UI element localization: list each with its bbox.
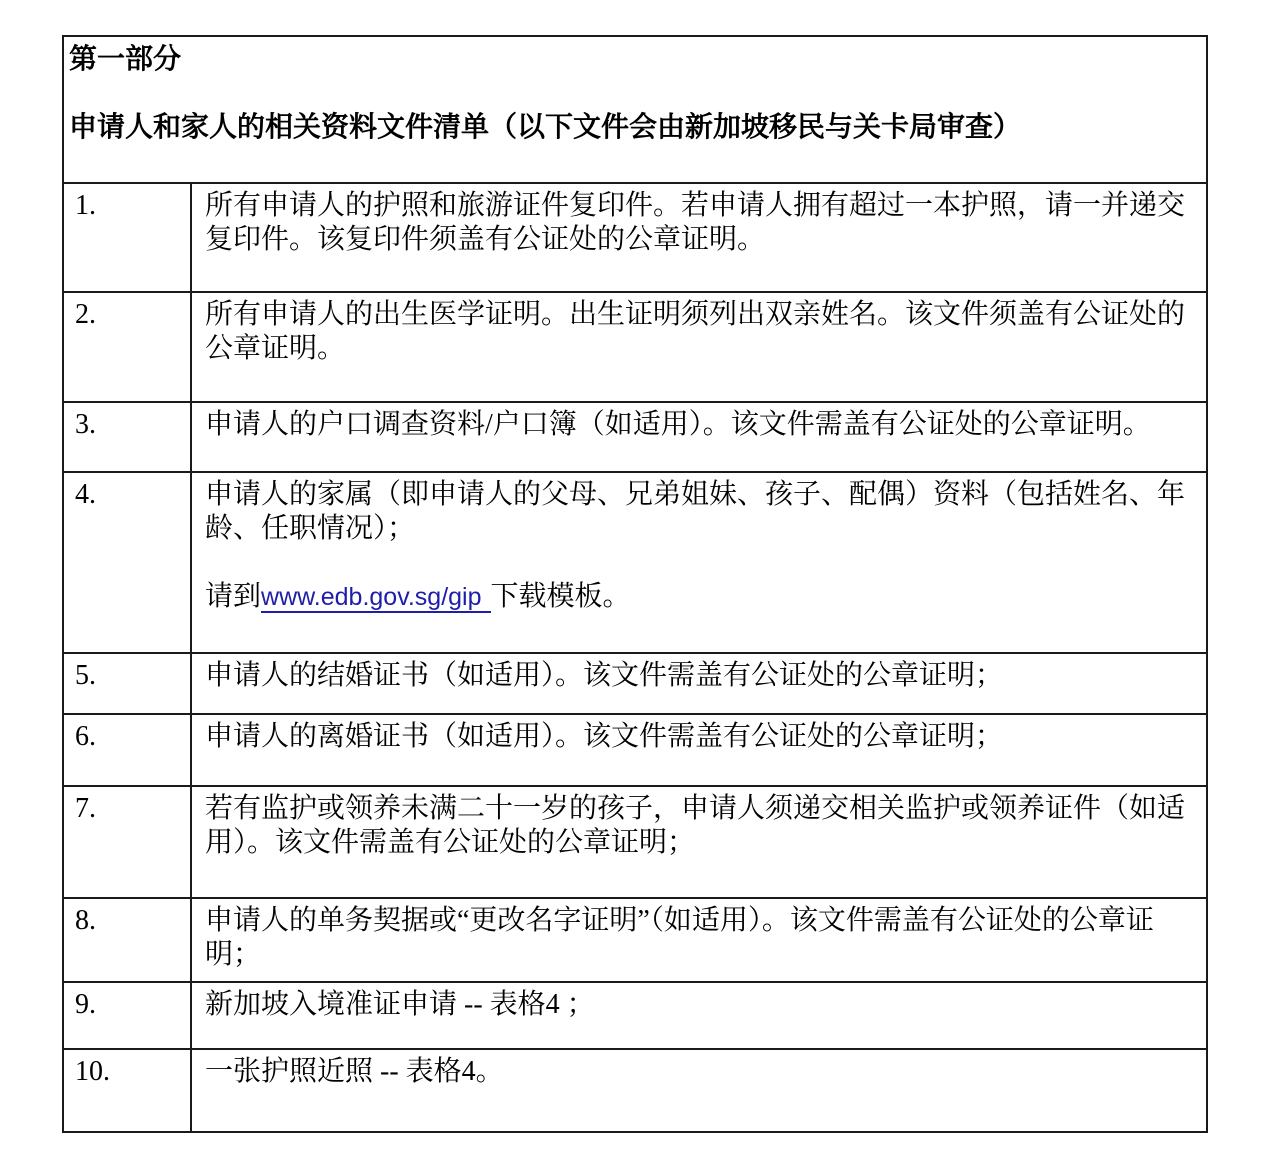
table-row bbox=[63, 714, 1207, 786]
table-row bbox=[63, 982, 1207, 1049]
table-header-row bbox=[63, 36, 1207, 183]
row-text: 申请人的单务契据或“更改名字证明”（如适用）。该文件需盖有公证处的公章证明； bbox=[191, 898, 1207, 982]
blank-line bbox=[205, 546, 1196, 580]
row-text: 申请人的结婚证书（如适用）。该文件需盖有公证处的公章证明； bbox=[191, 653, 1207, 714]
link-prefix: 请到 bbox=[205, 581, 262, 612]
table-row bbox=[63, 402, 1207, 472]
row-number: 7. bbox=[63, 786, 191, 898]
row-number: 1. bbox=[63, 183, 191, 292]
link-suffix: 下载模板。 bbox=[490, 581, 631, 612]
table-row bbox=[63, 786, 1207, 898]
row-number: 4. bbox=[63, 472, 191, 653]
table-row bbox=[63, 1049, 1207, 1132]
blank-line bbox=[69, 77, 1196, 111]
row-number: 6. bbox=[63, 714, 191, 786]
row-text: 一张护照近照 -- 表格4。 bbox=[191, 1049, 1207, 1132]
row-text: 所有申请人的护照和旅游证件复印件。若申请人拥有超过一本护照，请一并递交复印件。该复印件须盖有公证处的公章证明。 bbox=[191, 183, 1207, 292]
row-number: 8. bbox=[63, 898, 191, 982]
row-number: 10. bbox=[63, 1049, 191, 1132]
row-text: 申请人的家属（即申请人的父母、兄弟姐妹、孩子、配偶）资料（包括姓名、年龄、任职情况）； bbox=[205, 479, 1186, 544]
row-text: 若有监护或领养未满二十一岁的孩子，申请人须递交相关监护或领养证件（如适用）。该文件需盖有公证处的公章证明； bbox=[191, 786, 1207, 898]
table-row bbox=[63, 183, 1207, 292]
document-checklist-table bbox=[62, 35, 1208, 1133]
row-number: 9. bbox=[63, 982, 191, 1049]
table-row bbox=[63, 292, 1207, 402]
table-row bbox=[63, 653, 1207, 714]
table-row bbox=[63, 898, 1207, 982]
section-header-cell bbox=[63, 36, 1207, 183]
row-text: 申请人的户口调查资料/户口簿（如适用）。该文件需盖有公证处的公章证明。 bbox=[191, 402, 1207, 472]
row-text-cell bbox=[191, 472, 1207, 653]
row-text: 新加坡入境准证申请 -- 表格4 ； bbox=[191, 982, 1207, 1049]
row-text: 所有申请人的出生医学证明。出生证明须列出双亲姓名。该文件须盖有公证处的公章证明。 bbox=[191, 292, 1207, 402]
row-number: 3. bbox=[63, 402, 191, 472]
row-number: 2. bbox=[63, 292, 191, 402]
document-list-title: 申请人和家人的相关资料文件清单（以下文件会由新加坡移民与关卡局审查） bbox=[69, 112, 1022, 143]
part-title: 第一部分 bbox=[69, 44, 182, 75]
download-template-line bbox=[205, 580, 1196, 614]
row-number: 5. bbox=[63, 653, 191, 714]
edb-gip-link[interactable]: www.edb.gov.sg/gip bbox=[261, 583, 491, 613]
table-row bbox=[63, 472, 1207, 653]
row-text: 申请人的离婚证书（如适用）。该文件需盖有公证处的公章证明； bbox=[191, 714, 1207, 786]
